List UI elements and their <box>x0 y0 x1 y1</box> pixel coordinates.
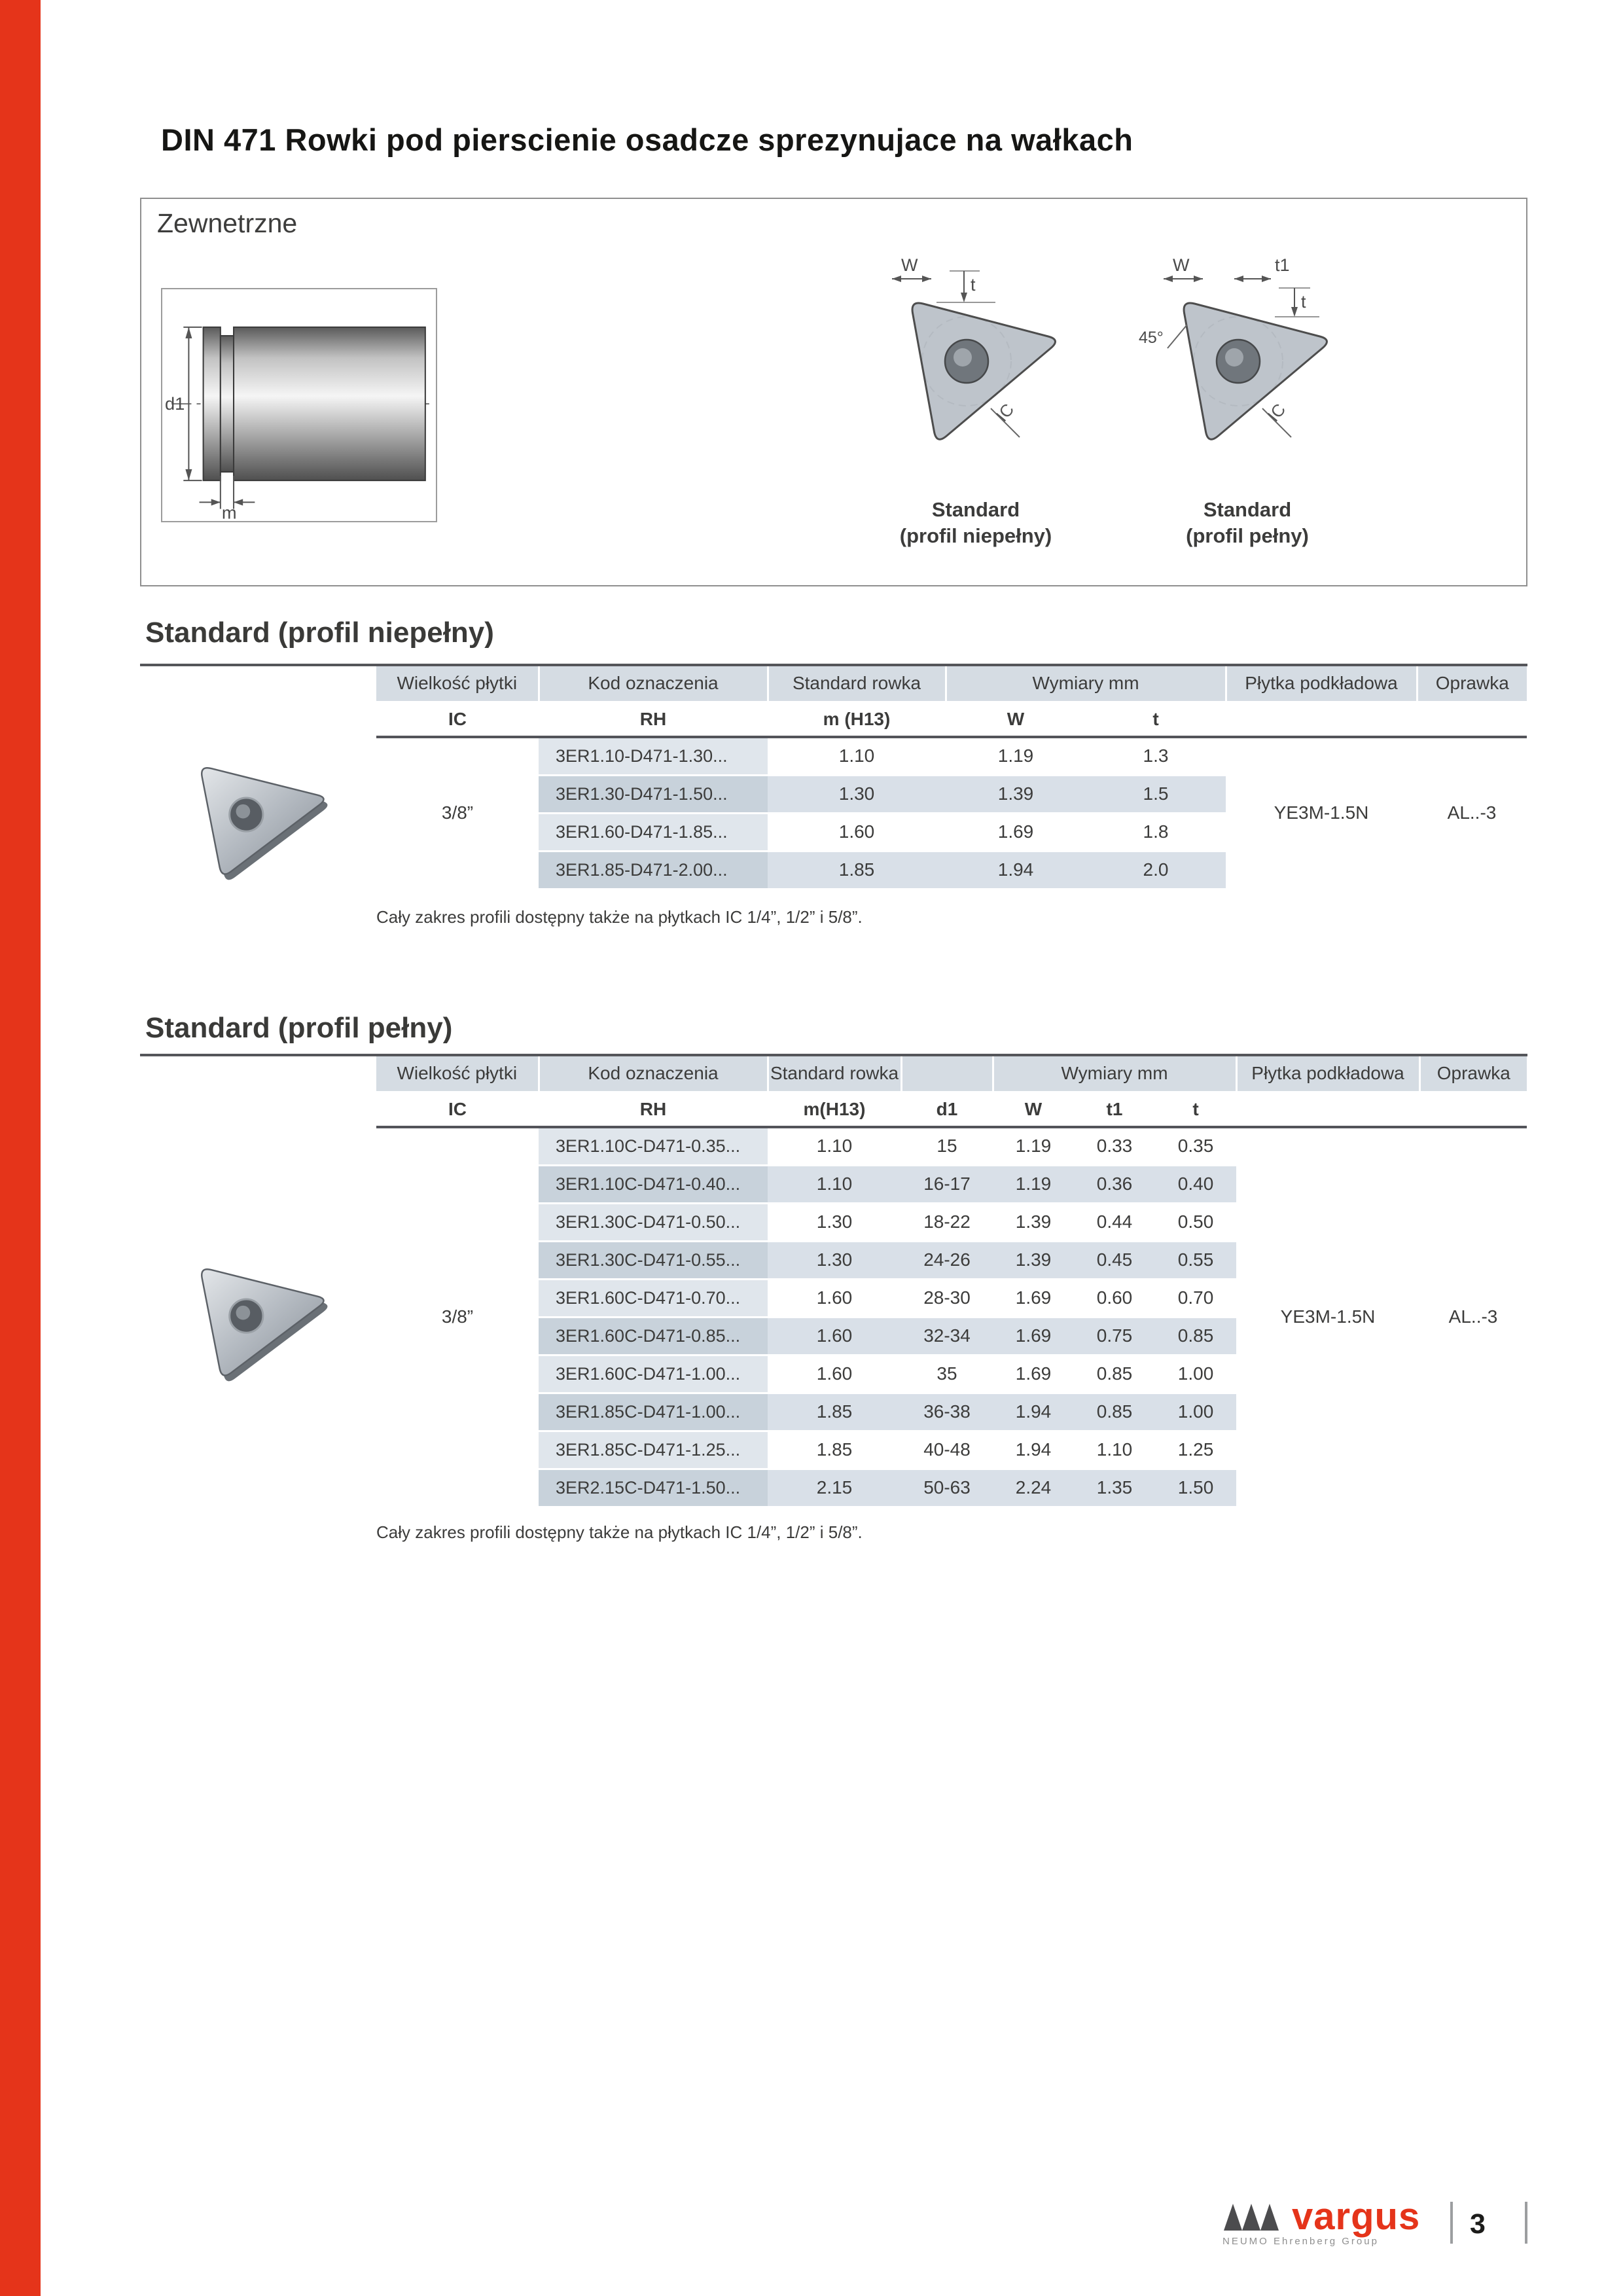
m-cell: 1.30 <box>768 775 946 813</box>
d1-cell: 16-17 <box>901 1165 993 1203</box>
subheader-w: W <box>993 1092 1074 1127</box>
code-cell: 3ER1.10C-D471-0.40... <box>539 1165 768 1203</box>
table-subheader-row <box>376 702 1527 737</box>
d1-arrow-up <box>185 327 192 338</box>
page-number: 3 <box>1470 2208 1486 2240</box>
t-cell: 1.8 <box>1086 813 1226 851</box>
table-row <box>376 1127 1527 1165</box>
red-side-bar <box>0 0 41 2296</box>
table2-note: Cały zakres profili dostępny także na płytkach IC 1/4”, 1/2” i 5/8”. <box>376 1522 863 1542</box>
diagram-caption <box>1130 497 1365 550</box>
w-arrow-left <box>892 276 901 282</box>
t-cell: 1.00 <box>1155 1355 1236 1393</box>
m-cell: 2.15 <box>768 1469 901 1507</box>
insert-photo-hole-highlight <box>236 804 251 819</box>
m-cell: 1.10 <box>768 737 946 775</box>
t-cell: 0.85 <box>1155 1317 1236 1355</box>
header-dims: Wymiary mm <box>993 1056 1236 1092</box>
code-cell: 3ER1.85C-D471-1.25... <box>539 1431 768 1469</box>
subheader-t1: t1 <box>1074 1092 1155 1127</box>
w-arrow-right <box>922 276 931 282</box>
shaft-diagram <box>162 289 436 521</box>
header-code: Kod oznaczenia <box>539 1056 768 1092</box>
page-title: DIN 471 Rowki pod pierscienie osadcze sprezynujace na wałkach <box>161 122 1133 157</box>
w-cell: 1.39 <box>993 1241 1074 1279</box>
w-cell: 1.94 <box>993 1393 1074 1431</box>
insert-photo-2 <box>175 1247 343 1393</box>
m-cell: 1.60 <box>768 1279 901 1317</box>
table1-note: Cały zakres profili dostępny także na płytkach IC 1/4”, 1/2” i 5/8”. <box>376 907 863 927</box>
d1-arrow-down <box>185 469 192 480</box>
w-arrow-left <box>1164 276 1173 282</box>
insert-photo-hole-highlight <box>236 1306 251 1320</box>
w-arrow-right <box>1194 276 1203 282</box>
panel-label: Zewnetrzne <box>157 208 298 238</box>
shim-cell: YE3M-1.5N <box>1226 737 1417 889</box>
m-cell: 1.85 <box>768 1393 901 1431</box>
subheader-t: t <box>1086 702 1226 737</box>
ic-size-cell: 3/8” <box>376 737 539 889</box>
code-cell: 3ER1.60C-D471-0.70... <box>539 1279 768 1317</box>
table-header-row <box>376 666 1527 702</box>
code-cell: 3ER1.10-D471-1.30... <box>539 737 768 775</box>
t1-cell: 0.45 <box>1074 1241 1155 1279</box>
t1-cell: 1.10 <box>1074 1431 1155 1469</box>
t-cell: 0.35 <box>1155 1127 1236 1165</box>
d1-cell: 40-48 <box>901 1431 993 1469</box>
t-cell: 2.0 <box>1086 851 1226 889</box>
subheader-m: m(H13) <box>768 1092 901 1127</box>
w-cell: 1.69 <box>946 813 1086 851</box>
section1-heading: Standard (profil niepełny) <box>145 617 494 649</box>
shim-cell: YE3M-1.5N <box>1236 1127 1419 1507</box>
vargus-logo <box>1222 2195 1421 2247</box>
subheader-d1: d1 <box>901 1092 993 1127</box>
insert-hole-highlight <box>954 348 972 367</box>
code-cell: 3ER1.30-D471-1.50... <box>539 775 768 813</box>
t1-cell: 0.75 <box>1074 1317 1155 1355</box>
shaft-groove <box>221 336 234 472</box>
w-cell: 1.39 <box>946 775 1086 813</box>
t1-arrow-left <box>1234 276 1243 282</box>
m-cell: 1.85 <box>768 851 946 889</box>
t1-arrow-right <box>1262 276 1271 282</box>
logo-row <box>1222 2195 1421 2238</box>
w-label: W <box>1173 255 1190 275</box>
m-cell: 1.85 <box>768 1431 901 1469</box>
insert-hole-highlight <box>1225 348 1243 367</box>
t-label: t <box>1301 292 1306 312</box>
header-shim: Płytka podkładowa <box>1226 666 1417 702</box>
header-empty <box>901 1056 993 1092</box>
t1-label: t1 <box>1275 255 1290 275</box>
t1-cell: 0.85 <box>1074 1393 1155 1431</box>
caption-line2: (profil pełny) <box>1186 524 1309 548</box>
w-cell: 1.19 <box>946 737 1086 775</box>
m-cell: 1.30 <box>768 1241 901 1279</box>
brand-name: vargus <box>1292 2195 1421 2238</box>
ic-size-cell: 3/8” <box>376 1127 539 1507</box>
t-cell: 0.40 <box>1155 1165 1236 1203</box>
shaft-end-cap <box>204 327 221 480</box>
header-code: Kod oznaczenia <box>539 666 768 702</box>
m-arrow-left <box>211 499 221 505</box>
code-cell: 3ER1.85C-D471-1.00... <box>539 1393 768 1431</box>
code-cell: 3ER1.30C-D471-0.55... <box>539 1241 768 1279</box>
t1-cell: 0.85 <box>1074 1355 1155 1393</box>
t1-cell: 0.33 <box>1074 1127 1155 1165</box>
code-cell: 3ER1.60C-D471-0.85... <box>539 1317 768 1355</box>
section2-heading: Standard (profil pełny) <box>145 1012 453 1044</box>
holder-cell: AL..-3 <box>1419 1127 1527 1507</box>
t-cell: 1.25 <box>1155 1431 1236 1469</box>
d1-cell: 28-30 <box>901 1279 993 1317</box>
m-cell: 1.60 <box>768 1317 901 1355</box>
subheader-empty <box>1419 1092 1527 1127</box>
code-cell: 3ER1.85-D471-2.00... <box>539 851 768 889</box>
header-groove: Standard rowka <box>768 666 946 702</box>
w-cell: 1.19 <box>993 1127 1074 1165</box>
shaft-body <box>234 327 425 480</box>
m-cell: 1.60 <box>768 813 946 851</box>
w-cell: 1.19 <box>993 1165 1074 1203</box>
t1-cell: 0.36 <box>1074 1165 1155 1203</box>
header-size: Wielkość płytki <box>376 1056 539 1092</box>
w-cell: 1.94 <box>993 1431 1074 1469</box>
header-shim: Płytka podkładowa <box>1236 1056 1419 1092</box>
header-holder: Oprawka <box>1417 666 1527 702</box>
table-subheader-row <box>376 1092 1527 1127</box>
header-groove: Standard rowka <box>768 1056 901 1092</box>
table-profil-niepelny <box>376 666 1527 890</box>
d1-cell: 15 <box>901 1127 993 1165</box>
code-cell: 3ER1.30C-D471-0.50... <box>539 1203 768 1241</box>
m-label: m <box>221 502 237 521</box>
ic-label: IC <box>991 399 1018 425</box>
t-cell: 1.3 <box>1086 737 1226 775</box>
subheader-empty <box>1417 702 1527 737</box>
subheader-empty <box>1226 702 1417 737</box>
subheader-t: t <box>1155 1092 1236 1127</box>
code-cell: 3ER1.60C-D471-1.00... <box>539 1355 768 1393</box>
caption-line2: (profil niepełny) <box>899 524 1052 548</box>
insert-diagram-full <box>1130 251 1365 550</box>
t-arrow <box>961 293 967 302</box>
w-cell: 1.39 <box>993 1203 1074 1241</box>
t-cell: 1.00 <box>1155 1393 1236 1431</box>
footer-divider <box>1450 2202 1453 2244</box>
t-cell: 1.50 <box>1155 1469 1236 1507</box>
ic-label: IC <box>1263 399 1290 425</box>
t-cell: 1.5 <box>1086 775 1226 813</box>
code-cell: 3ER2.15C-D471-1.50... <box>539 1469 768 1507</box>
table1-wrapper <box>376 666 1527 890</box>
footer-divider <box>1525 2202 1527 2244</box>
subheader-ic: IC <box>376 702 539 737</box>
caption-line1: Standard <box>1203 498 1292 521</box>
header-size: Wielkość płytki <box>376 666 539 702</box>
t-arrow <box>1291 307 1298 317</box>
brand-subtitle: NEUMO Ehrenberg Group <box>1222 2236 1379 2247</box>
w-cell: 1.69 <box>993 1355 1074 1393</box>
w-label: W <box>901 255 918 275</box>
insert-partial-svg <box>858 251 1094 493</box>
caption-line1: Standard <box>931 498 1020 521</box>
d1-label: d1 <box>165 393 185 414</box>
vargus-logo-mark-icon <box>1222 2200 1288 2232</box>
subheader-empty <box>1236 1092 1419 1127</box>
insert-full-svg <box>1130 251 1365 493</box>
m-cell: 1.30 <box>768 1203 901 1241</box>
w-cell: 2.24 <box>993 1469 1074 1507</box>
d1-cell: 32-34 <box>901 1317 993 1355</box>
code-cell: 3ER1.10C-D471-0.35... <box>539 1127 768 1165</box>
subheader-ic: IC <box>376 1092 539 1127</box>
table2-wrapper <box>376 1056 1527 1508</box>
table-profil-pelny <box>376 1056 1527 1508</box>
w-cell: 1.69 <box>993 1317 1074 1355</box>
m-cell: 1.10 <box>768 1165 901 1203</box>
t-cell: 0.55 <box>1155 1241 1236 1279</box>
d1-cell: 36-38 <box>901 1393 993 1431</box>
w-cell: 1.69 <box>993 1279 1074 1317</box>
diagram-panel <box>140 198 1527 586</box>
angle-leader <box>1168 325 1187 348</box>
table-row <box>376 737 1527 775</box>
m-cell: 1.60 <box>768 1355 901 1393</box>
w-cell: 1.94 <box>946 851 1086 889</box>
t1-cell: 0.44 <box>1074 1203 1155 1241</box>
angle-label: 45° <box>1139 329 1164 347</box>
subheader-w: W <box>946 702 1086 737</box>
t-cell: 0.70 <box>1155 1279 1236 1317</box>
t-cell: 0.50 <box>1155 1203 1236 1241</box>
header-dims: Wymiary mm <box>946 666 1226 702</box>
d1-cell: 35 <box>901 1355 993 1393</box>
code-cell: 3ER1.60-D471-1.85... <box>539 813 768 851</box>
t1-cell: 0.60 <box>1074 1279 1155 1317</box>
table-header-row <box>376 1056 1527 1092</box>
subheader-m: m (H13) <box>768 702 946 737</box>
shaft-drawing-frame <box>161 288 437 522</box>
d1-cell: 24-26 <box>901 1241 993 1279</box>
diagram-caption <box>858 497 1094 550</box>
t-label: t <box>971 275 976 295</box>
insert-photo-1 <box>175 746 343 891</box>
subheader-rh: RH <box>539 702 768 737</box>
subheader-rh: RH <box>539 1092 768 1127</box>
m-cell: 1.10 <box>768 1127 901 1165</box>
insert-diagram-partial <box>858 251 1094 550</box>
header-holder: Oprawka <box>1419 1056 1527 1092</box>
d1-cell: 50-63 <box>901 1469 993 1507</box>
d1-cell: 18-22 <box>901 1203 993 1241</box>
holder-cell: AL..-3 <box>1417 737 1527 889</box>
t1-cell: 1.35 <box>1074 1469 1155 1507</box>
